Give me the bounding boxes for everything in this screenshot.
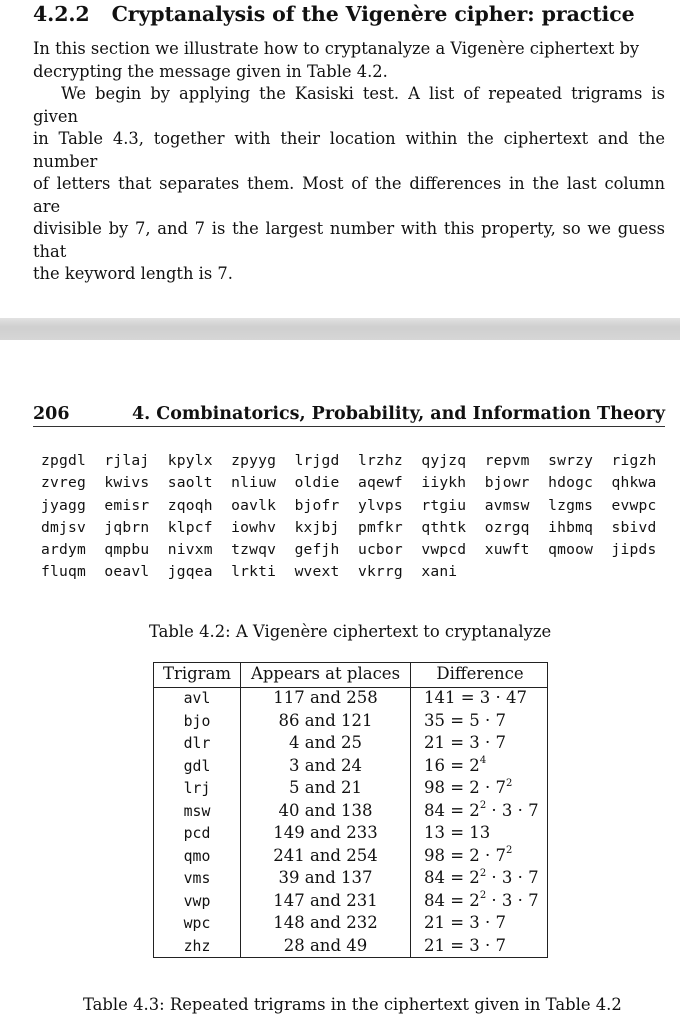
- page-number: 206: [33, 404, 70, 424]
- ciphertext-group: oldie: [294, 474, 340, 492]
- trigram-cell: dlr: [183, 735, 211, 752]
- ciphertext-group: jyagg: [41, 496, 86, 514]
- ciphertext-group: klpcf: [167, 518, 213, 536]
- section-heading: [33, 2, 635, 26]
- ciphertext-group: oavlk: [231, 496, 277, 514]
- ciphertext-group: evwpc: [611, 496, 657, 514]
- ciphertext-group: emisr: [104, 496, 150, 514]
- paragraph-intro: [33, 38, 665, 83]
- exponent: 2: [506, 845, 513, 856]
- table-row: [154, 891, 547, 914]
- exponent: 4: [479, 755, 487, 766]
- places-cell: 86 and 121: [278, 710, 373, 730]
- ciphertext-group: lrjgd: [294, 452, 340, 469]
- ciphertext-group: jgqea: [167, 563, 213, 581]
- places-cell: 148 and 232: [273, 913, 378, 932]
- ciphertext-group: wvext: [294, 563, 340, 581]
- table-row: [154, 846, 547, 869]
- exponent: 2: [479, 867, 487, 879]
- ciphertext-group: qhkwa: [611, 474, 657, 492]
- ciphertext-group: zvreg: [41, 474, 86, 492]
- ciphertext-row: [41, 472, 675, 494]
- text-line: in Table 4.3, together with their location within the ciphertext and the number: [33, 129, 665, 171]
- ciphertext-group: lrzhz: [357, 452, 403, 469]
- table-row: [154, 688, 547, 711]
- difference-value: 84 = 2: [424, 868, 480, 887]
- ciphertext-group: hdogc: [548, 474, 594, 492]
- ciphertext-group: tzwqv: [231, 541, 277, 559]
- ciphertext-group: pmfkr: [357, 518, 403, 536]
- ciphertext-group: saolt: [167, 474, 213, 492]
- ciphertext-group: fluqm: [41, 563, 86, 581]
- table-row: [154, 778, 547, 801]
- text-line: We begin by applying the Kasiski test. A list of repeated trigrams is given: [33, 84, 665, 126]
- trigram-cell: vwp: [183, 892, 211, 910]
- difference-cell: [424, 846, 512, 865]
- difference-cell: [424, 711, 506, 730]
- text-line-indented: [33, 83, 665, 128]
- difference-value: 84 = 2: [424, 890, 480, 910]
- ciphertext-group: rigzh: [611, 452, 657, 469]
- places-cell: 149 and 233: [273, 823, 378, 842]
- ciphertext-group: iiykh: [421, 474, 467, 492]
- ciphertext-group: lzgms: [548, 496, 594, 514]
- ciphertext-group: nivxm: [167, 541, 213, 559]
- difference-cell: [424, 778, 512, 797]
- trigram-table: [153, 662, 548, 958]
- ciphertext-group: nliuw: [231, 474, 277, 492]
- table-header: [154, 663, 547, 688]
- ciphertext-row: [41, 495, 675, 517]
- trigram-cell: pcd: [183, 825, 211, 842]
- ciphertext-group: xani: [421, 563, 458, 581]
- table-4-3-caption: Table 4.3: Repeated trigrams in the ciphertext given in Table 4.2: [83, 995, 622, 1014]
- ciphertext-row: [41, 539, 675, 561]
- trigram-cell: wpc: [183, 915, 211, 932]
- text-line: divisible by 7, and 7 is the largest number with this property, so we guess that: [33, 219, 665, 261]
- ciphertext-group: iowhv: [231, 518, 277, 536]
- places-cell: 5 and 21: [288, 778, 362, 797]
- header-places: Appears at places: [250, 664, 401, 683]
- ciphertext-group: avmsw: [484, 496, 530, 514]
- trigram-cell: gdl: [183, 757, 211, 775]
- difference-cell: [424, 801, 539, 820]
- exponent: 2: [479, 800, 487, 811]
- places-cell: 40 and 138: [278, 800, 373, 820]
- header-trigram: Trigram: [162, 664, 232, 683]
- difference-cell: [424, 756, 486, 775]
- trigram-cell: lrj: [183, 780, 211, 797]
- exponent: 2: [479, 890, 487, 901]
- places-cell: 4 and 25: [288, 733, 362, 752]
- places-cell: 147 and 231: [273, 890, 378, 910]
- ciphertext-group: kpylx: [167, 452, 213, 469]
- ciphertext-block: [41, 450, 675, 584]
- ciphertext-group: ozrgq: [484, 518, 530, 536]
- ciphertext-group: kxjbj: [294, 518, 340, 536]
- ciphertext-group: rjlaj: [104, 452, 150, 469]
- running-head: [33, 404, 665, 427]
- ciphertext-group: swrzy: [548, 452, 594, 469]
- difference-value: 35 = 5 · 7: [424, 710, 507, 730]
- difference-value: 84 = 2: [424, 800, 480, 820]
- ciphertext-group: ucbor: [357, 541, 403, 559]
- ciphertext-group: sbivd: [611, 518, 657, 536]
- table-4-2-caption: Table 4.2: A Vigenère ciphertext to cryptanalyze: [149, 622, 552, 641]
- difference-cell: [424, 936, 506, 955]
- ciphertext-row: [41, 561, 675, 583]
- table-row: [154, 711, 547, 734]
- ciphertext-group: qyjzq: [421, 452, 467, 469]
- difference-cell: [424, 891, 539, 910]
- difference-value: 21 = 3 · 7: [424, 935, 507, 955]
- table-body: [154, 688, 547, 958]
- difference-cell: [424, 688, 527, 707]
- text-line: of letters that separates them. Most of the differences in the last column are: [33, 174, 665, 216]
- difference-value: 98 = 2 · 7: [424, 778, 507, 797]
- table-row: [154, 913, 547, 936]
- ciphertext-group: aqewf: [357, 474, 403, 492]
- difference-tail: · 3 · 7: [486, 890, 539, 910]
- exponent: 2: [506, 777, 513, 789]
- difference-tail: · 3 · 7: [486, 868, 539, 887]
- ciphertext-group: zpyyg: [231, 452, 277, 469]
- ciphertext-group: ylvps: [357, 496, 403, 514]
- places-cell: 3 and 24: [288, 755, 362, 775]
- difference-cell: [424, 823, 490, 842]
- table-row: [154, 868, 547, 891]
- difference-cell: [424, 913, 506, 932]
- difference-value: 141 = 3 · 47: [424, 688, 528, 707]
- places-cell: 117 and 258: [273, 688, 378, 707]
- ciphertext-row: [41, 517, 675, 539]
- trigram-cell: zhz: [183, 937, 211, 955]
- ciphertext-group: ihbmq: [548, 518, 594, 536]
- places-cell: 28 and 49: [283, 935, 368, 955]
- places-cell: 241 and 254: [273, 845, 378, 865]
- ciphertext-group: jipds: [611, 541, 657, 559]
- trigram-cell: avl: [183, 690, 211, 707]
- difference-value: 16 = 2: [424, 755, 480, 775]
- upper-page: [0, 0, 680, 318]
- ciphertext-group: zqoqh: [167, 496, 213, 514]
- trigram-cell: qmo: [183, 847, 211, 865]
- ciphertext-group: oeavl: [104, 563, 150, 581]
- ciphertext-group: qthtk: [421, 518, 467, 536]
- trigram-cell: bjo: [183, 712, 211, 730]
- ciphertext-group: rtgiu: [421, 496, 467, 514]
- ciphertext-group: lrkti: [231, 563, 277, 581]
- difference-cell: [424, 733, 506, 752]
- paragraph-kasiski: [33, 83, 665, 286]
- table-row: [154, 756, 547, 779]
- trigram-cell: vms: [183, 870, 211, 887]
- ciphertext-group: repvm: [484, 452, 530, 469]
- ciphertext-group: kwivs: [104, 474, 150, 492]
- ciphertext-group: zpgdl: [41, 452, 86, 469]
- ciphertext-group: qmoow: [548, 541, 594, 559]
- ciphertext-group: vkrrg: [357, 563, 403, 581]
- ciphertext-group: dmjsv: [41, 518, 86, 536]
- ciphertext-group: xuwft: [484, 541, 530, 559]
- ciphertext-group: bjowr: [484, 474, 530, 492]
- difference-cell: [424, 868, 539, 887]
- table-row: [154, 801, 547, 824]
- difference-value: 98 = 2 · 7: [424, 845, 507, 865]
- text-line: decrypting the message given in Table 4.2.: [33, 61, 388, 81]
- difference-value: 13 = 13: [424, 823, 491, 842]
- difference-value: 21 = 3 · 7: [424, 913, 507, 932]
- ciphertext-group: ardym: [41, 541, 86, 559]
- ciphertext-group: jqbrn: [104, 518, 150, 536]
- places-cell: 39 and 137: [278, 868, 373, 887]
- page-separator: [0, 318, 680, 340]
- difference-value: 21 = 3 · 7: [424, 733, 507, 752]
- difference-tail: · 3 · 7: [486, 800, 539, 820]
- ciphertext-row: [41, 450, 675, 472]
- ciphertext-group: gefjh: [294, 541, 340, 559]
- trigram-cell: msw: [183, 802, 211, 820]
- table-row: [154, 936, 547, 959]
- ciphertext-group: qmpbu: [104, 541, 150, 559]
- text-line: In this section we illustrate how to cryptanalyze a Vigenère ciphertext by: [33, 39, 640, 58]
- section-number: 4.2.2: [33, 2, 90, 26]
- ciphertext-group: vwpcd: [421, 541, 467, 559]
- header-difference: Difference: [436, 664, 524, 683]
- text-line: the keyword length is 7.: [33, 264, 233, 283]
- section-title: Cryptanalysis of the Vigenère cipher: practice: [111, 2, 635, 26]
- table-row: [154, 733, 547, 756]
- chapter-title: 4. Combinatorics, Probability, and Information Theory: [131, 404, 665, 424]
- table-row: [154, 823, 547, 846]
- ciphertext-group: bjofr: [294, 496, 340, 514]
